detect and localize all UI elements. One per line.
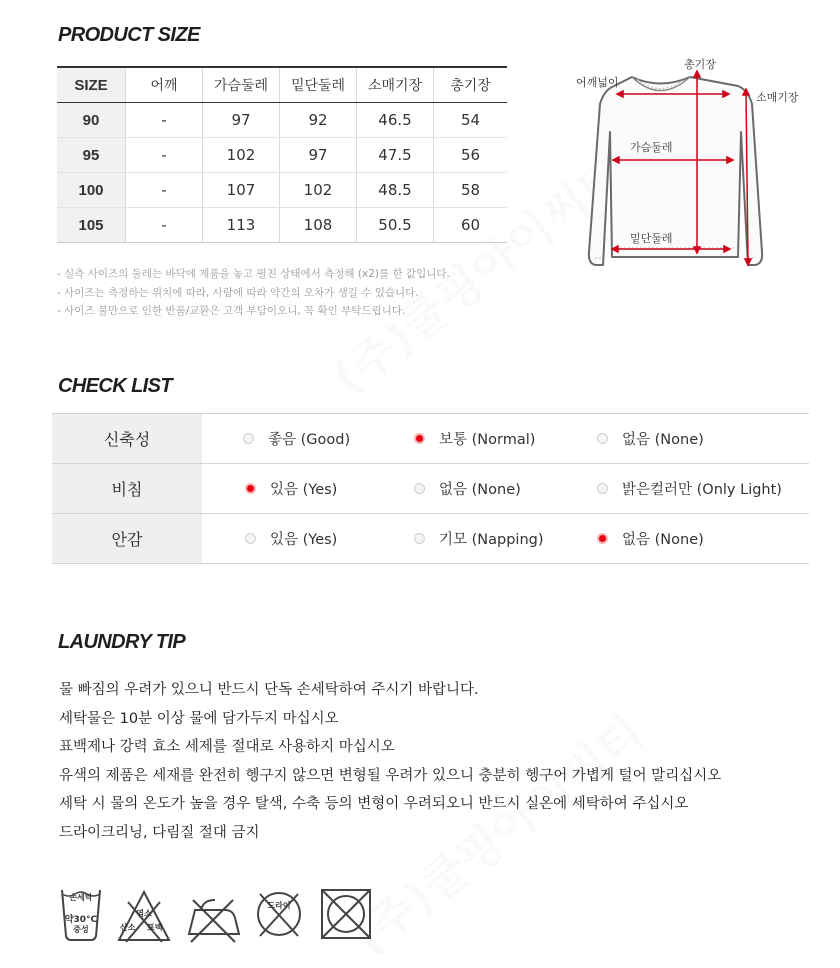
row-label: 안감 bbox=[52, 514, 202, 563]
table-row bbox=[57, 103, 507, 138]
tip-line: 세탁 시 물의 온도가 높을 경우 탈색, 수축 등의 변형이 우려되오니 반드시 실온에 세탁하여 주십시오 bbox=[59, 796, 689, 812]
option-label: 없음 (None) bbox=[622, 432, 704, 448]
note-line: - 사이즈 불만으로 인한 반품/교환은 고객 부담이오니, 꼭 확인 부탁드립니다. bbox=[57, 305, 406, 317]
option-label: 있음 (Yes) bbox=[270, 532, 338, 548]
hand-wash-icon bbox=[58, 888, 104, 944]
option-label: 없음 (None) bbox=[622, 532, 704, 548]
radio-option[interactable] bbox=[245, 514, 337, 563]
radio-icon bbox=[245, 533, 256, 544]
tip-line: 표백제나 강력 효소 세제를 절대로 사용하지 마십시오 bbox=[59, 739, 395, 755]
table-row bbox=[57, 173, 507, 208]
radio-selected-icon bbox=[414, 433, 425, 444]
table-cell: 97 bbox=[280, 138, 357, 173]
radio-icon bbox=[243, 433, 254, 444]
care-text: 드라이 bbox=[267, 901, 291, 910]
tip-line: 드라이크리닝, 다림질 절대 금지 bbox=[59, 824, 260, 841]
size-cell: 100 bbox=[57, 173, 126, 208]
table-cell: - bbox=[126, 103, 203, 138]
table-cell: 92 bbox=[280, 103, 357, 138]
tip-line: 물 빠짐의 우려가 있으니 반드시 단독 손세탁하여 주시기 바랍니다. bbox=[59, 682, 479, 698]
radio-option[interactable] bbox=[597, 414, 704, 463]
care-text: 약30°C bbox=[64, 915, 98, 925]
no-tumble-dry-icon bbox=[320, 888, 372, 944]
radio-icon bbox=[414, 483, 425, 494]
option-label: 밝은컬러만 (Only Light) bbox=[622, 482, 782, 498]
size-cell: 95 bbox=[57, 138, 126, 173]
radio-icon bbox=[597, 433, 608, 444]
tip-line: 세탁물은 10분 이상 물에 담가두지 마십시오 bbox=[59, 710, 339, 727]
note-line: - 사이즈는 측정하는 위치에 따라, 사람에 따라 약간의 오차가 생길 수 있습니다. bbox=[57, 286, 419, 299]
radio-option[interactable] bbox=[245, 464, 337, 513]
table-cell: - bbox=[126, 208, 203, 243]
table-cell: 102 bbox=[203, 138, 280, 173]
table-cell: 47.5 bbox=[357, 138, 434, 173]
column-header: 소매기장 bbox=[357, 67, 434, 103]
column-header: 총기장 bbox=[434, 67, 508, 103]
care-text: 중성 bbox=[73, 925, 89, 934]
table-cell: 48.5 bbox=[357, 173, 434, 208]
total-length-label: 총기장 bbox=[684, 58, 716, 71]
radio-icon bbox=[597, 483, 608, 494]
radio-selected-icon bbox=[597, 533, 608, 544]
table-cell: 60 bbox=[434, 208, 508, 243]
option-label: 보통 (Normal) bbox=[439, 432, 536, 448]
table-cell: 54 bbox=[434, 103, 508, 138]
radio-option[interactable] bbox=[414, 464, 521, 513]
table-cell: 113 bbox=[203, 208, 280, 243]
measurement-diagram bbox=[570, 52, 810, 272]
table-cell: 58 bbox=[434, 173, 508, 208]
table-cell: 97 bbox=[203, 103, 280, 138]
hem-label: 밑단둘레 bbox=[630, 232, 673, 245]
table-cell: 102 bbox=[280, 173, 357, 208]
table-cell: - bbox=[126, 138, 203, 173]
care-text: 손세탁 bbox=[69, 893, 93, 902]
no-bleach-icon bbox=[116, 888, 172, 944]
check-list bbox=[52, 413, 809, 564]
table-row bbox=[57, 208, 507, 243]
radio-option[interactable] bbox=[414, 414, 535, 463]
table-cell: - bbox=[126, 173, 203, 208]
option-label: 없음 (None) bbox=[439, 482, 521, 498]
option-label: 기모 (Napping) bbox=[439, 532, 544, 548]
no-dry-clean-icon bbox=[254, 888, 304, 944]
check-row-stretch bbox=[52, 414, 809, 464]
radio-option[interactable] bbox=[243, 414, 350, 463]
option-label: 좋음 (Good) bbox=[268, 432, 351, 448]
care-text: 표백 bbox=[147, 923, 163, 932]
care-text: 염소 bbox=[136, 909, 152, 918]
size-table bbox=[57, 66, 507, 243]
product-size-heading: PRODUCT SIZE bbox=[58, 24, 200, 46]
size-cell: 105 bbox=[57, 208, 126, 243]
table-cell: 46.5 bbox=[357, 103, 434, 138]
table-cell: 107 bbox=[203, 173, 280, 208]
table-cell: 108 bbox=[280, 208, 357, 243]
row-label: 신축성 bbox=[52, 414, 202, 463]
laundry-tip-heading: LAUNDRY TIP bbox=[58, 631, 186, 653]
column-header: SIZE bbox=[57, 67, 126, 103]
shoulder-width-label: 어깨넓이 bbox=[576, 76, 619, 89]
laundry-tips bbox=[59, 676, 721, 847]
care-text: 산소 bbox=[120, 923, 136, 932]
size-notes bbox=[57, 265, 450, 321]
column-header: 어깨 bbox=[126, 67, 203, 103]
chest-label: 가슴둘레 bbox=[630, 141, 673, 154]
radio-option[interactable] bbox=[414, 514, 544, 563]
no-iron-icon bbox=[185, 888, 241, 944]
radio-selected-icon bbox=[245, 483, 256, 494]
row-label: 비침 bbox=[52, 464, 202, 513]
radio-option[interactable] bbox=[597, 464, 782, 513]
tip-line: 유색의 제품은 세재를 완전히 헹구지 않으면 변형될 우려가 있으니 충분히 헹구어 가볍게 털어 말리십시오 bbox=[59, 767, 722, 784]
table-row bbox=[57, 138, 507, 173]
table-cell: 50.5 bbox=[357, 208, 434, 243]
check-row-lining bbox=[52, 514, 809, 564]
column-header: 밑단둘레 bbox=[280, 67, 357, 103]
radio-icon bbox=[414, 533, 425, 544]
option-label: 있음 (Yes) bbox=[270, 482, 338, 498]
column-header: 가슴둘레 bbox=[203, 67, 280, 103]
sleeve-length-label: 소매기장 bbox=[756, 91, 799, 104]
radio-option[interactable] bbox=[597, 514, 704, 563]
size-table-header bbox=[57, 67, 507, 103]
size-cell: 90 bbox=[57, 103, 126, 138]
note-line: - 실측 사이즈의 둘레는 바닥에 제품을 놓고 펼친 상태에서 측정해 (x2)를 한 값입니다. bbox=[57, 268, 450, 280]
check-list-heading: CHECK LIST bbox=[58, 375, 173, 397]
check-row-sheerness bbox=[52, 464, 809, 514]
table-cell: 56 bbox=[434, 138, 508, 173]
